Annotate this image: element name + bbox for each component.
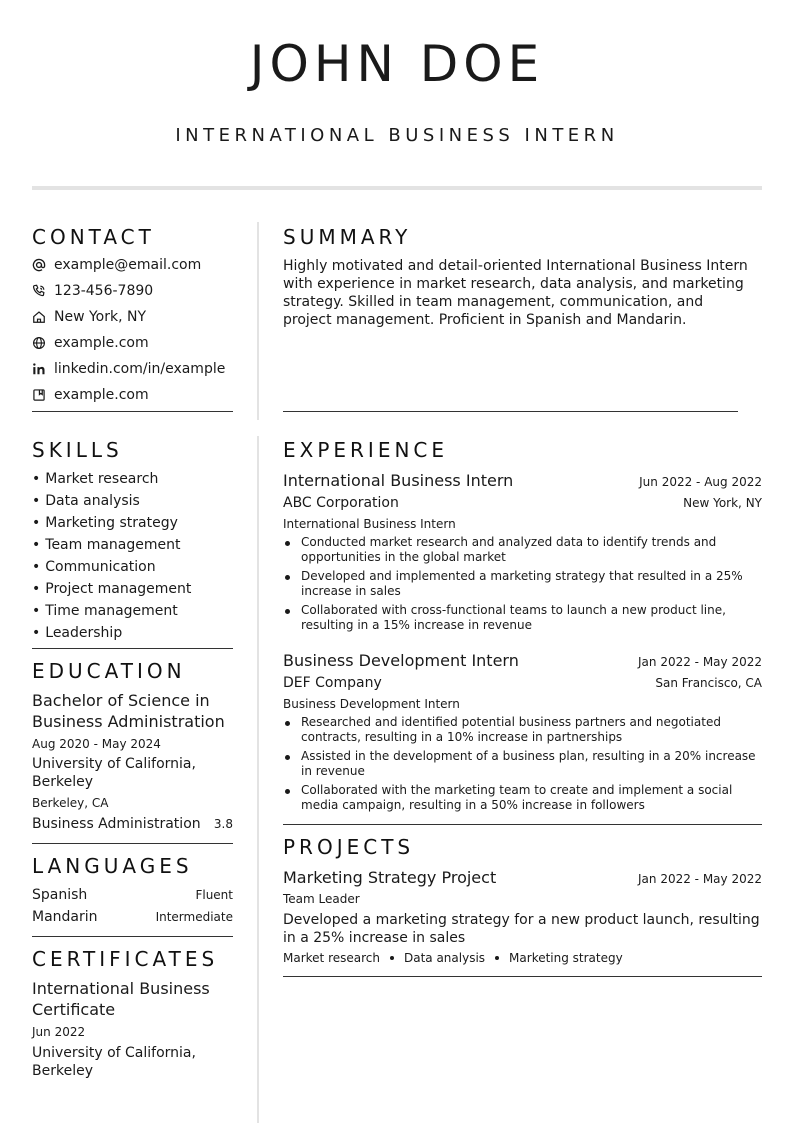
- experience-divider: [283, 824, 762, 825]
- contact-heading: CONTACT: [32, 225, 155, 249]
- education-field-row: [32, 815, 233, 833]
- project-role: Team Leader: [283, 892, 360, 906]
- column-divider-top: [257, 222, 259, 420]
- language-level: Intermediate: [155, 910, 233, 924]
- contact-phone-text: 123-456-7890: [54, 283, 154, 299]
- globe-icon: [32, 336, 46, 350]
- summary-divider: [283, 411, 738, 412]
- education-dates: Aug 2020 - May 2024: [32, 737, 161, 751]
- job-title-text: Business Development Intern: [283, 651, 519, 670]
- contact-email[interactable]: [32, 255, 233, 275]
- job-title-text: International Business Intern: [283, 471, 514, 490]
- skill-item: • Communication: [32, 557, 156, 577]
- job-role: Business Development Intern: [283, 697, 460, 711]
- contact-website-text: example.com: [54, 335, 149, 351]
- job-dates: Jan 2022 - May 2022: [638, 655, 762, 669]
- job-company: DEF Company: [283, 675, 382, 691]
- project-name: Marketing Strategy Project: [283, 868, 497, 887]
- job-dates: Jun 2022 - Aug 2022: [639, 475, 762, 489]
- education-location: Berkeley, CA: [32, 796, 109, 810]
- job-company: ABC Corporation: [283, 495, 399, 511]
- home-icon: [32, 310, 46, 324]
- projects-divider: [283, 976, 762, 977]
- languages-divider: [32, 936, 233, 937]
- language-name: Spanish: [32, 887, 88, 903]
- skill-item: • Team management: [32, 535, 181, 555]
- skill-item: • Marketing strategy: [32, 513, 178, 533]
- certificate-name: International Business Certificate: [32, 979, 210, 1019]
- job-bullet: Developed and implemented a marketing strategy that resulted in a 25% increase in sales: [283, 569, 762, 599]
- job-company-row: [283, 674, 762, 693]
- contact-email-text: example@email.com: [54, 257, 202, 273]
- experience-heading: EXPERIENCE: [283, 438, 449, 462]
- at-icon: [32, 258, 46, 272]
- candidate-name: JOHN DOE: [249, 35, 545, 93]
- column-divider-bottom: [257, 436, 259, 1123]
- skill-item: • Data analysis: [32, 491, 140, 511]
- summary-text: Highly motivated and detail-oriented International Business Intern with experience in market research, data analysis, and marketing strategy. Skilled in team management, communication, and project management. Proficient in Spanish and Mandarin.: [283, 258, 748, 328]
- project-tags: [283, 950, 623, 966]
- language-level: Fluent: [195, 888, 233, 902]
- job-bullet: Collaborated with cross-functional teams to launch a new product line, resulting in a 15% increase in revenue: [283, 603, 762, 633]
- job-title-row: [283, 470, 762, 491]
- contact-linkedin[interactable]: [32, 359, 233, 379]
- project-title-row: [283, 867, 762, 888]
- certificate-date: Jun 2022: [32, 1025, 86, 1039]
- language-name: Mandarin: [32, 909, 98, 925]
- education-heading: EDUCATION: [32, 659, 186, 683]
- project-dates: Jan 2022 - May 2022: [638, 872, 762, 886]
- certificates-heading: CERTIFICATES: [32, 947, 219, 971]
- contact-website[interactable]: [32, 333, 233, 353]
- contact-divider: [32, 411, 233, 412]
- language-row: [32, 886, 233, 904]
- education-field: Business Administration: [32, 816, 201, 832]
- job-bullet: Collaborated with the marketing team to create and implement a social media campaign, resulting in a 50% increase in followers: [283, 783, 762, 813]
- languages-heading: LANGUAGES: [32, 854, 193, 878]
- language-row: [32, 908, 233, 926]
- bookmark-icon: [32, 388, 46, 402]
- project-tag: Marketing strategy: [509, 951, 623, 965]
- linkedin-icon: [32, 362, 46, 376]
- contact-portfolio-text: example.com: [54, 387, 149, 403]
- job-title: INTERNATIONAL BUSINESS INTERN: [175, 125, 619, 146]
- job-location: New York, NY: [683, 496, 762, 510]
- skills-divider: [32, 648, 233, 649]
- summary-heading: SUMMARY: [283, 225, 412, 249]
- job-company-row: [283, 494, 762, 513]
- projects-heading: PROJECTS: [283, 835, 415, 859]
- project-tag: Market research: [283, 951, 380, 965]
- contact-location: [32, 307, 233, 327]
- tag-separator: [495, 956, 499, 960]
- job-location: San Francisco, CA: [655, 676, 762, 690]
- tag-separator: [390, 956, 394, 960]
- contact-location-text: New York, NY: [54, 309, 147, 325]
- contact-linkedin-text: linkedin.com/in/example: [54, 361, 226, 377]
- education-degree: Bachelor of Science in Business Administration: [32, 691, 225, 731]
- skill-item: • Leadership: [32, 623, 122, 643]
- job-role: International Business Intern: [283, 517, 456, 531]
- job-bullet: Researched and identified potential business partners and negotiated contracts, resulting in a 10% increase in partnerships: [283, 715, 762, 745]
- phone-icon: [32, 284, 46, 298]
- contact-portfolio[interactable]: [32, 385, 233, 405]
- skill-item: • Time management: [32, 601, 178, 621]
- job-bullet: Conducted market research and analyzed data to identify trends and opportunities in the global market: [283, 535, 762, 565]
- project-tag: Data analysis: [403, 951, 486, 965]
- skill-item: • Market research: [32, 469, 158, 489]
- header-divider: [32, 186, 762, 190]
- job-title-row: [283, 650, 762, 671]
- certificate-issuer: University of California, Berkeley: [32, 1045, 196, 1079]
- education-school: University of California, Berkeley: [32, 756, 196, 790]
- education-divider: [32, 843, 233, 844]
- contact-phone[interactable]: [32, 281, 233, 301]
- education-gpa: 3.8: [213, 817, 233, 831]
- project-description: Developed a marketing strategy for a new product launch, resulting in a 25% increase in sales: [283, 912, 760, 946]
- job-bullet: Assisted in the development of a business plan, resulting in a 20% increase in revenue: [283, 749, 762, 779]
- skills-heading: SKILLS: [32, 438, 123, 462]
- skill-item: • Project management: [32, 579, 191, 599]
